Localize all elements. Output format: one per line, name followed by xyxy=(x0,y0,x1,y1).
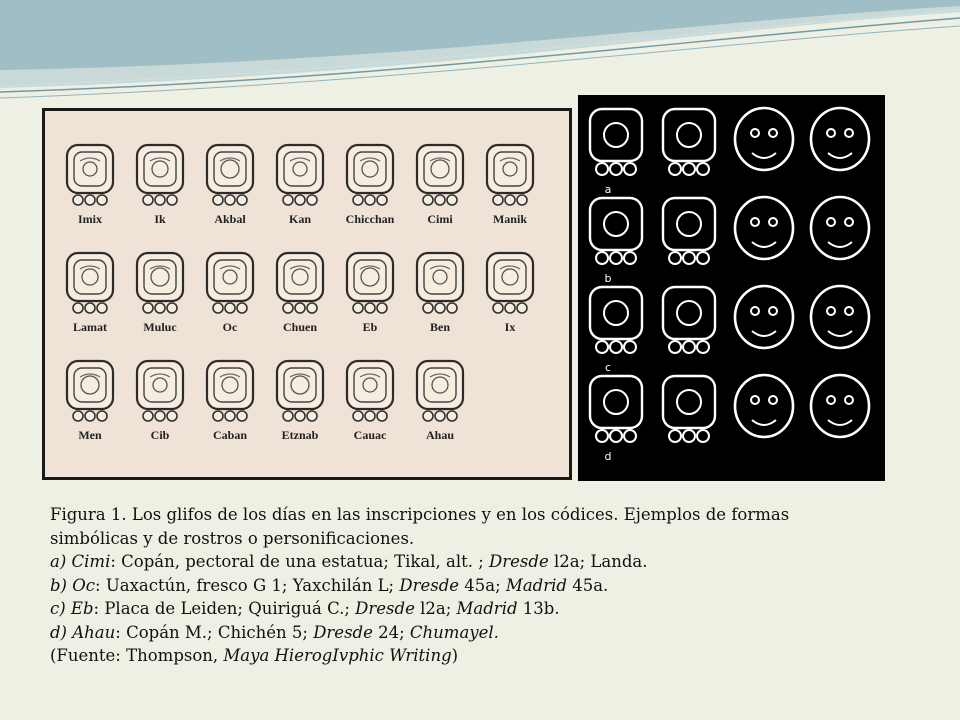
codex-row-label: b xyxy=(604,272,612,285)
caption-b-label: b) Oc xyxy=(50,575,96,595)
day-glyph-men xyxy=(67,361,113,442)
codex-glyph-drawing xyxy=(578,95,885,481)
codex-glyph xyxy=(663,109,715,175)
caption-source-open: (Fuente: Thompson, xyxy=(50,646,224,665)
codex-row-label: a xyxy=(604,183,612,196)
day-glyph-ahau xyxy=(417,361,463,442)
caption-c-mid: l2a; xyxy=(414,599,457,618)
caption-c-label: c) Eb xyxy=(50,599,94,618)
day-glyph-label: Chicchan xyxy=(345,212,395,226)
codex-glyph xyxy=(590,376,642,442)
day-glyph-manik xyxy=(487,145,533,226)
codex-glyph xyxy=(811,197,869,259)
codex-glyph xyxy=(735,286,793,348)
caption-d-mid: 24; xyxy=(372,622,410,642)
caption-a-label: a) Cimi xyxy=(50,552,111,571)
caption-b-rest: 45a. xyxy=(566,575,609,595)
day-glyph-label: Cauac xyxy=(353,428,387,442)
day-glyph-label: Oc xyxy=(222,320,238,334)
day-glyph-label: Ik xyxy=(154,212,166,226)
codex-row-label: c xyxy=(604,361,612,374)
day-glyph-label: Ben xyxy=(429,320,451,334)
day-glyph-label: Lamat xyxy=(73,320,107,334)
day-glyph-cauac xyxy=(347,361,393,442)
caption-source-title: Maya HierogIvphic Writing xyxy=(223,646,452,665)
caption-d-text: : Copán M.; Chichén 5; xyxy=(115,622,314,642)
caption-c-madrid: Madrid xyxy=(456,599,518,618)
day-glyph-label: Ix xyxy=(504,320,516,334)
decorative-header-swoosh xyxy=(0,0,960,110)
caption-line-a xyxy=(50,550,910,574)
caption-line-1: Figura 1. Los glifos de los días en las inscripciones y en los códices. Ejemplos de formas xyxy=(50,505,790,524)
codex-glyph xyxy=(663,198,715,264)
day-glyph-ben xyxy=(417,253,463,334)
day-glyph-muluc xyxy=(137,253,183,334)
caption-c-text: : Placa de Leiden; Quiriguá C.; xyxy=(93,599,356,618)
caption-d-chumayel: Chumayel. xyxy=(409,622,499,642)
day-glyph-caban xyxy=(207,361,253,442)
day-glyph-eb xyxy=(347,253,393,334)
day-glyph-label: Cimi xyxy=(427,212,453,226)
day-glyph-label: Men xyxy=(78,428,102,442)
codex-glyph xyxy=(590,109,642,175)
day-glyph-label: Etznab xyxy=(281,428,319,442)
caption-c-rest: 13b. xyxy=(517,599,560,618)
caption-line-d xyxy=(50,621,910,645)
caption-b-dresde: Dresde xyxy=(399,575,460,595)
day-glyph-kan xyxy=(277,145,323,226)
day-glyph-label: Akbal xyxy=(214,212,246,226)
day-glyph-oc xyxy=(207,253,253,334)
caption-line-2: simbólicas y de rostros o personificaciones. xyxy=(50,528,415,548)
caption-b-text: : Uaxactún, fresco G 1; Yaxchilán L; xyxy=(95,575,400,595)
day-glyph-ik xyxy=(137,145,183,226)
codex-glyph xyxy=(735,197,793,259)
day-glyph-lamat xyxy=(67,253,113,334)
caption-source-close: ) xyxy=(451,646,459,665)
codex-glyph xyxy=(590,287,642,353)
codex-glyph xyxy=(811,375,869,437)
caption-a-rest: l2a; Landa. xyxy=(548,552,648,571)
codex-glyph xyxy=(590,198,642,264)
day-glyph-label: Imix xyxy=(78,212,102,226)
codex-glyph xyxy=(735,108,793,170)
codex-glyph xyxy=(811,286,869,348)
day-glyph-chicchan xyxy=(346,145,395,226)
figure-caption xyxy=(50,503,910,668)
caption-line-b xyxy=(50,574,910,598)
day-glyph-cimi xyxy=(417,145,463,226)
day-glyph-label: Muluc xyxy=(143,320,177,334)
day-glyph-imix xyxy=(67,145,113,226)
day-glyph-akbal xyxy=(207,145,253,226)
caption-a-dresde: Dresde xyxy=(489,552,549,571)
caption-c-dresde: Dresde xyxy=(355,599,415,618)
day-glyph-chuen xyxy=(277,253,323,334)
codex-glyph xyxy=(811,108,869,170)
day-glyph-ix xyxy=(487,253,533,334)
caption-source xyxy=(50,644,910,668)
caption-line-c xyxy=(50,597,910,621)
day-glyph-drawing xyxy=(45,111,569,477)
codex-row-label: d xyxy=(604,450,612,463)
codex-glyph xyxy=(735,375,793,437)
day-glyph-etznab xyxy=(277,361,323,442)
day-glyph-label: Ahau xyxy=(425,428,455,442)
caption-d-label: d) Ahau xyxy=(50,622,116,642)
day-glyph-cib xyxy=(137,361,183,442)
day-glyph-label: Eb xyxy=(362,320,378,334)
caption-d-dresde: Dresde xyxy=(313,622,373,642)
caption-a-text: : Copán, pectoral de una estatua; Tikal, alt. ; xyxy=(110,552,490,571)
codex-glyph xyxy=(663,287,715,353)
day-glyph-label: Kan xyxy=(288,212,312,226)
caption-b-madrid: Madrid xyxy=(505,575,567,595)
codex-glyph xyxy=(663,376,715,442)
day-glyph-label: Chuen xyxy=(282,320,318,334)
day-glyph-label: Manik xyxy=(492,212,528,226)
day-glyph-chart xyxy=(42,108,572,480)
codex-glyph-examples xyxy=(578,95,885,481)
caption-b-mid: 45a; xyxy=(459,575,506,595)
day-glyph-label: Cib xyxy=(150,428,170,442)
day-glyph-label: Caban xyxy=(212,428,248,442)
